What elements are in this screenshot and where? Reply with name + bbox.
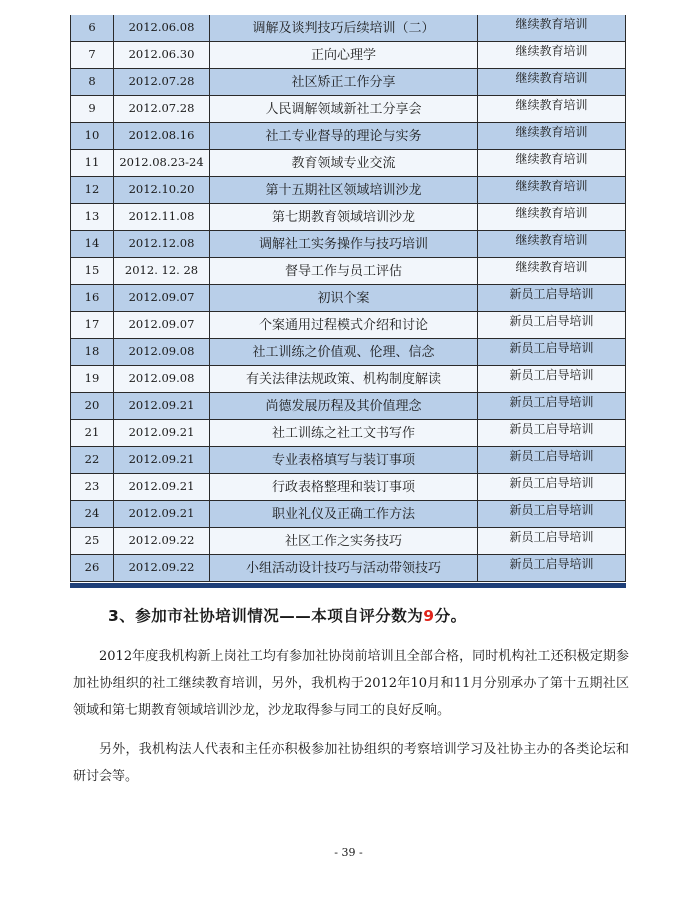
row-training-type: 继续教育培训 <box>478 42 626 69</box>
table-row <box>70 420 626 447</box>
row-training-type: 新员工启导培训 <box>478 339 626 366</box>
row-date: 2012.06.30 <box>114 42 210 69</box>
row-course-name: 专业表格填写与装订事项 <box>210 447 478 474</box>
row-number: 25 <box>70 528 114 555</box>
paragraph-2: 另外，我机构法人代表和主任亦积极参加社协组织的考察培训学习及社协主办的各类论坛和研讨会等。 <box>73 742 629 784</box>
page-number: - 39 - <box>334 846 363 859</box>
row-number: 18 <box>70 339 114 366</box>
row-date: 2012.09.22 <box>114 528 210 555</box>
table-row <box>70 177 626 204</box>
row-training-type: 继续教育培训 <box>478 231 626 258</box>
table-row <box>70 258 626 285</box>
row-course-name: 社工训练之社工文书写作 <box>210 420 478 447</box>
row-course-name: 初识个案 <box>210 285 478 312</box>
row-course-name: 社区矫正工作分享 <box>210 69 478 96</box>
table-row <box>70 285 626 312</box>
row-date: 2012.08.23-24 <box>114 150 210 177</box>
row-number: 9 <box>70 96 114 123</box>
row-course-name: 人民调解领域新社工分享会 <box>210 96 478 123</box>
row-course-name: 个案通用过程模式介绍和讨论 <box>210 312 478 339</box>
row-number: 17 <box>70 312 114 339</box>
row-date: 2012.06.08 <box>114 15 210 42</box>
row-training-type: 新员工启导培训 <box>478 312 626 339</box>
row-date: 2012.09.21 <box>114 501 210 528</box>
row-course-name: 社工训练之价值观、伦理、信念 <box>210 339 478 366</box>
row-date: 2012.09.22 <box>114 555 210 582</box>
row-training-type: 新员工启导培训 <box>478 501 626 528</box>
row-training-type: 继续教育培训 <box>478 177 626 204</box>
row-number: 20 <box>70 393 114 420</box>
table-bottom-rule <box>70 583 626 588</box>
row-date: 2012.12.08 <box>114 231 210 258</box>
row-number: 13 <box>70 204 114 231</box>
row-number: 22 <box>70 447 114 474</box>
row-course-name: 小组活动设计技巧与活动带领技巧 <box>210 555 478 582</box>
row-course-name: 职业礼仪及正确工作方法 <box>210 501 478 528</box>
row-training-type: 继续教育培训 <box>478 123 626 150</box>
section-title-prefix: 3、参加市社协培训情况——本项自评分数为 <box>108 607 424 625</box>
row-training-type: 继续教育培训 <box>478 69 626 96</box>
row-training-type: 新员工启导培训 <box>478 528 626 555</box>
row-training-type: 继续教育培训 <box>478 150 626 177</box>
table-row <box>70 204 626 231</box>
row-training-type: 新员工启导培训 <box>478 474 626 501</box>
row-date: 2012.10.20 <box>114 177 210 204</box>
section-title <box>108 604 467 626</box>
row-date: 2012.07.28 <box>114 69 210 96</box>
row-number: 6 <box>70 15 114 42</box>
table-row <box>70 123 626 150</box>
training-table <box>70 15 626 582</box>
row-training-type: 新员工启导培训 <box>478 285 626 312</box>
row-training-type: 新员工启导培训 <box>478 420 626 447</box>
row-number: 21 <box>70 420 114 447</box>
row-date: 2012.09.07 <box>114 312 210 339</box>
row-date: 2012.09.21 <box>114 474 210 501</box>
table-row <box>70 312 626 339</box>
row-date: 2012.09.21 <box>114 447 210 474</box>
table-row <box>70 231 626 258</box>
row-date: 2012.09.07 <box>114 285 210 312</box>
row-date: 2012.09.08 <box>114 339 210 366</box>
row-number: 10 <box>70 123 114 150</box>
row-course-name: 正向心理学 <box>210 42 478 69</box>
self-score: 9 <box>423 607 435 625</box>
row-date: 2012.07.28 <box>114 96 210 123</box>
section-title-suffix: 分。 <box>434 607 467 625</box>
row-course-name: 督导工作与员工评估 <box>210 258 478 285</box>
row-number: 23 <box>70 474 114 501</box>
table-row <box>70 42 626 69</box>
table-row <box>70 474 626 501</box>
row-number: 15 <box>70 258 114 285</box>
row-number: 26 <box>70 555 114 582</box>
row-number: 7 <box>70 42 114 69</box>
row-training-type: 继续教育培训 <box>478 204 626 231</box>
table-row <box>70 366 626 393</box>
row-number: 16 <box>70 285 114 312</box>
row-date: 2012.08.16 <box>114 123 210 150</box>
row-number: 14 <box>70 231 114 258</box>
row-number: 19 <box>70 366 114 393</box>
row-course-name: 调解社工实务操作与技巧培训 <box>210 231 478 258</box>
table-row <box>70 96 626 123</box>
row-training-type: 新员工启导培训 <box>478 366 626 393</box>
row-number: 11 <box>70 150 114 177</box>
row-training-type: 继续教育培训 <box>478 15 626 42</box>
row-number: 24 <box>70 501 114 528</box>
table-row <box>70 69 626 96</box>
row-course-name: 第七期教育领域培训沙龙 <box>210 204 478 231</box>
row-course-name: 社区工作之实务技巧 <box>210 528 478 555</box>
table-row <box>70 15 626 42</box>
row-training-type: 继续教育培训 <box>478 258 626 285</box>
row-course-name: 行政表格整理和装订事项 <box>210 474 478 501</box>
row-course-name: 第十五期社区领域培训沙龙 <box>210 177 478 204</box>
row-training-type: 继续教育培训 <box>478 96 626 123</box>
row-training-type: 新员工启导培训 <box>478 393 626 420</box>
row-training-type: 新员工启导培训 <box>478 555 626 582</box>
row-course-name: 社工专业督导的理论与实务 <box>210 123 478 150</box>
table-row <box>70 150 626 177</box>
table-row <box>70 528 626 555</box>
table-row <box>70 501 626 528</box>
row-training-type: 新员工启导培训 <box>478 447 626 474</box>
row-course-name: 有关法律法规政策、机构制度解读 <box>210 366 478 393</box>
table-row <box>70 393 626 420</box>
row-date: 2012. 12. 28 <box>114 258 210 285</box>
paragraph-1: 2012年度我机构新上岗社工均有参加社协岗前培训且全部合格，同时机构社工还积极定期参加社协组织的社工继续教育培训，另外，我机构于2012年10月和11月分别承办了第十五期社区领域和第七期教育领域培训沙龙，沙龙取得参与同工的良好反响。 <box>73 649 629 718</box>
row-course-name: 调解及谈判技巧后续培训（二） <box>210 15 478 42</box>
table-row <box>70 339 626 366</box>
row-date: 2012.09.21 <box>114 420 210 447</box>
row-course-name: 教育领域专业交流 <box>210 150 478 177</box>
row-date: 2012.09.08 <box>114 366 210 393</box>
table-row <box>70 447 626 474</box>
row-date: 2012.11.08 <box>114 204 210 231</box>
table-row <box>70 555 626 582</box>
row-number: 12 <box>70 177 114 204</box>
row-number: 8 <box>70 69 114 96</box>
row-course-name: 尚德发展历程及其价值理念 <box>210 393 478 420</box>
row-date: 2012.09.21 <box>114 393 210 420</box>
